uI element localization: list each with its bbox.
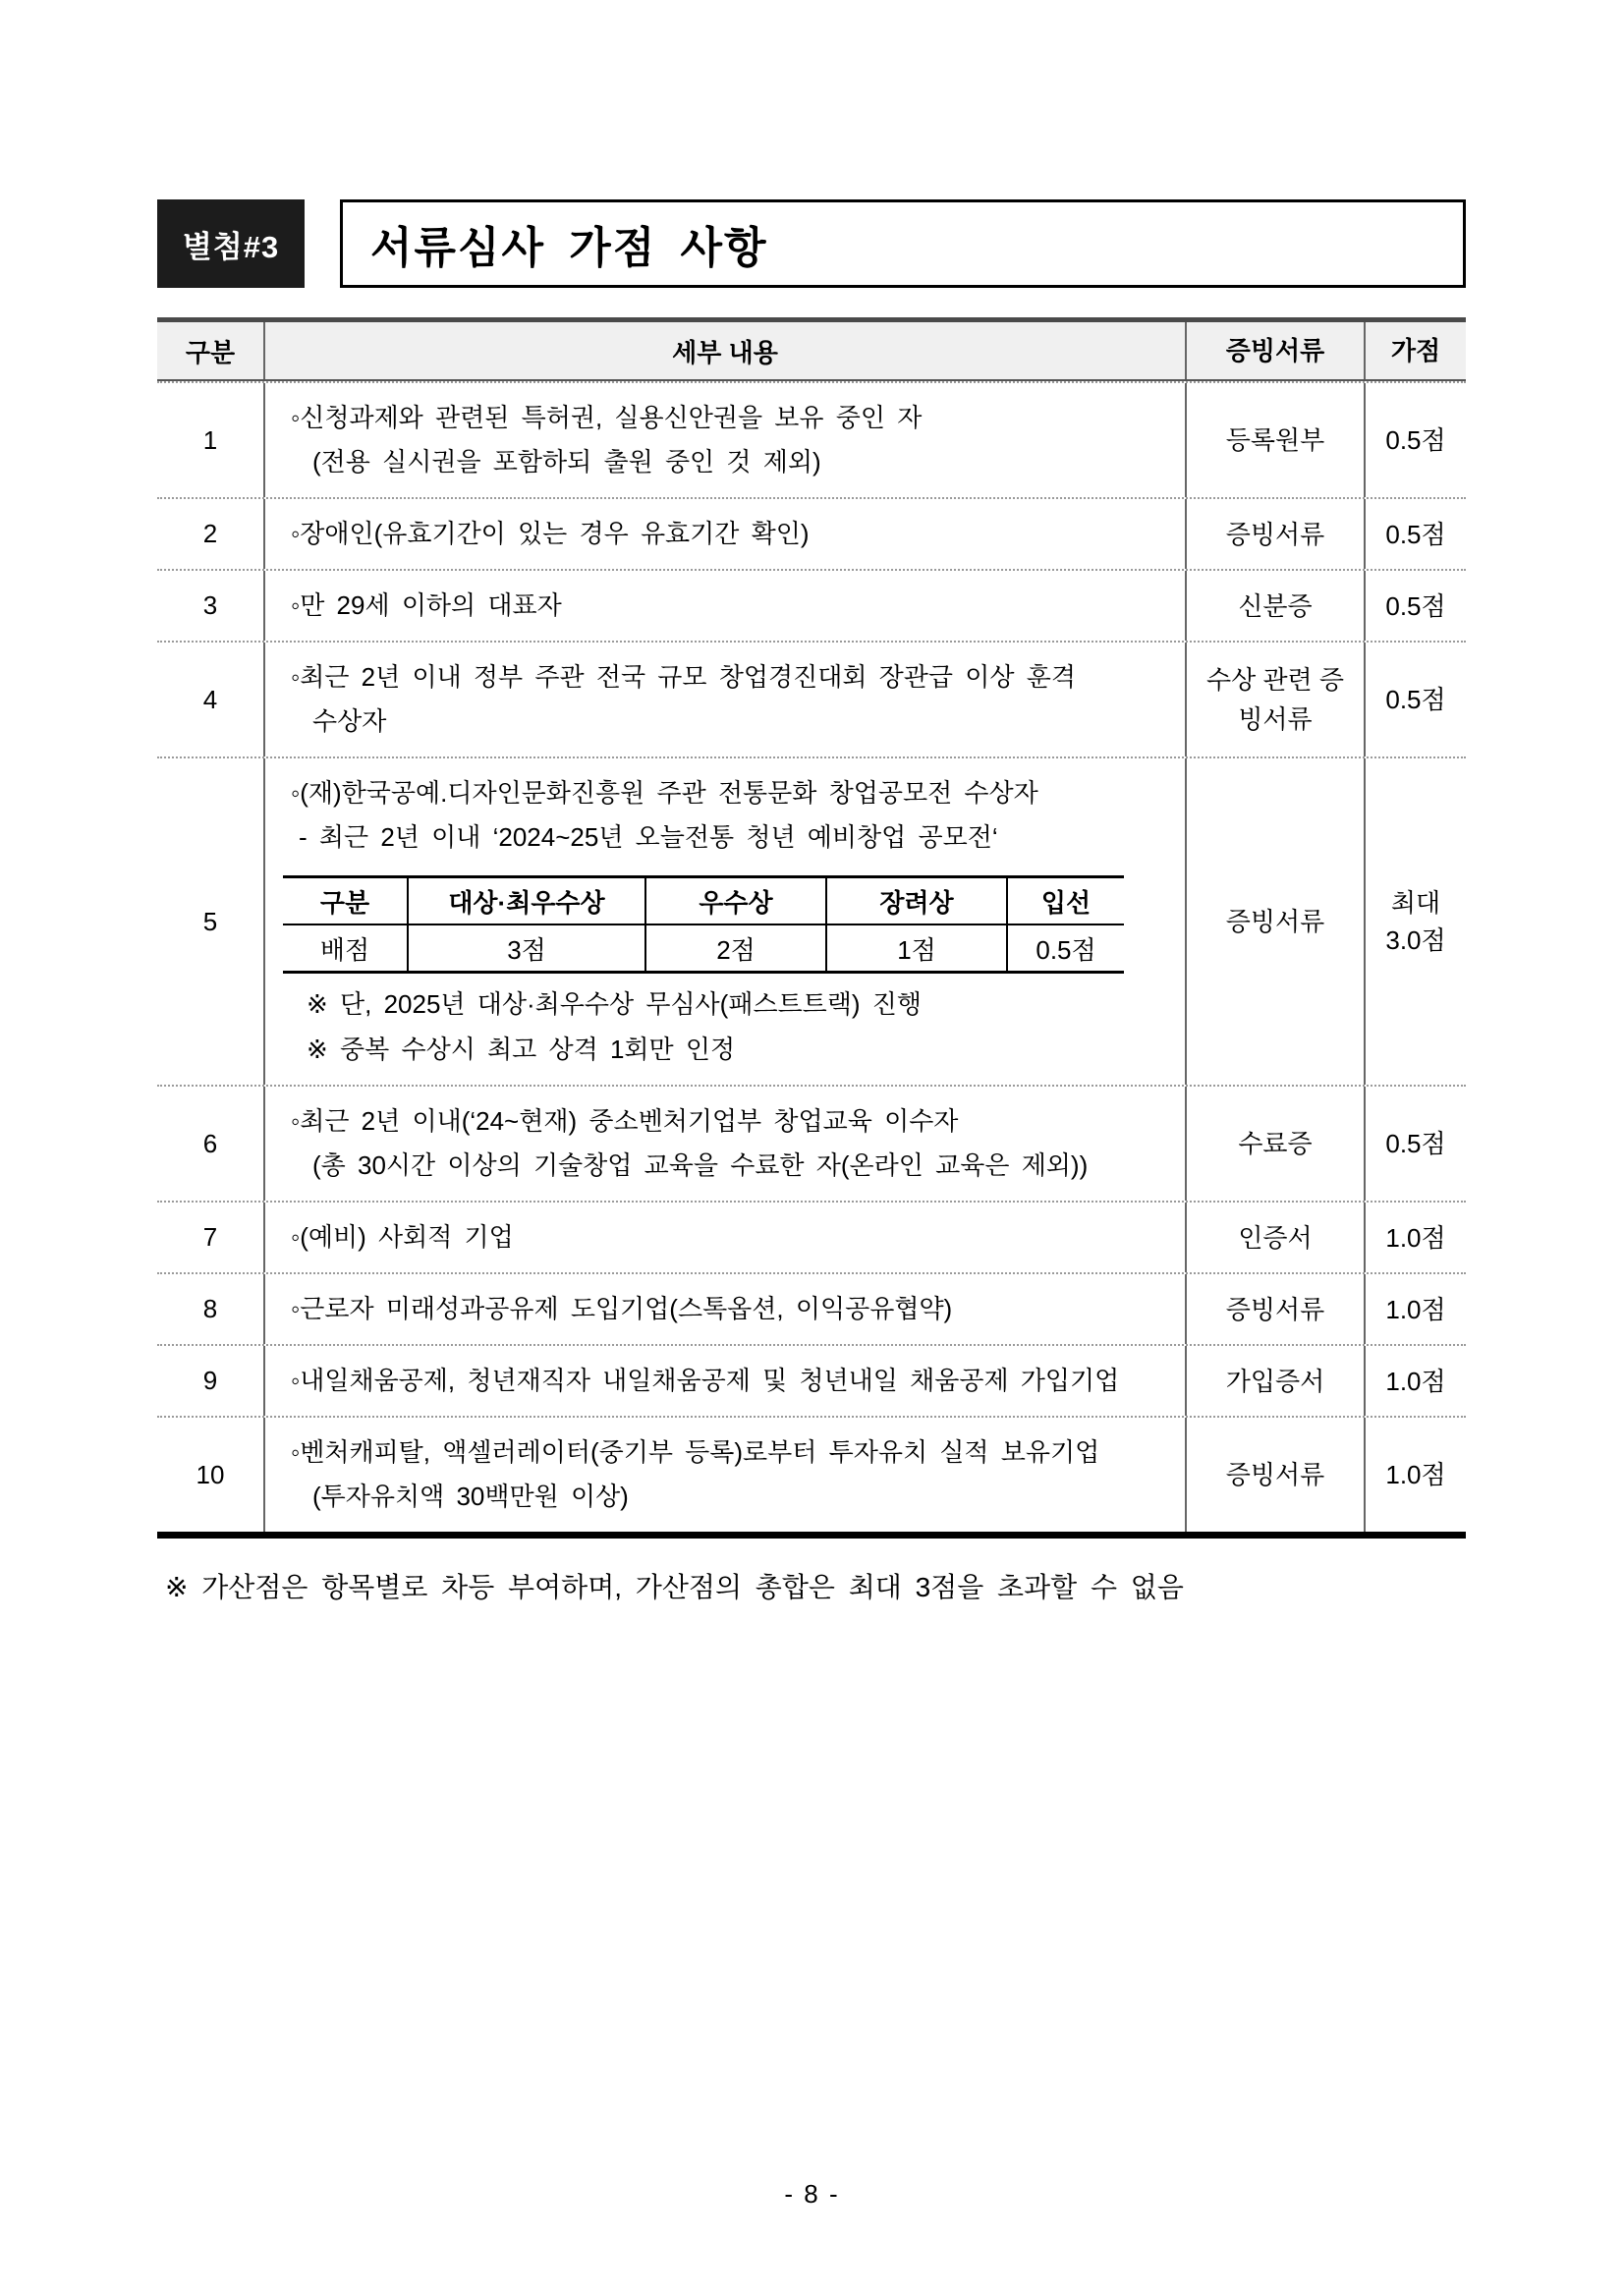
table-row bbox=[157, 1085, 1466, 1201]
row-doc: 증빙서류 bbox=[1185, 1418, 1364, 1532]
row-number: 7 bbox=[202, 1222, 218, 1252]
table-row bbox=[157, 381, 1466, 497]
detail-line: - 최근 2년 이내 ‘2024~25년 오늘전통 청년 예비창업 공모전‘ bbox=[299, 822, 998, 852]
title-box bbox=[340, 199, 1466, 288]
award-header: 대상·최우수상 bbox=[407, 878, 644, 924]
award-row-label: 배점 bbox=[319, 934, 370, 965]
detail-line: (전용 실시권을 포함하되 출원 중인 것 제외) bbox=[312, 447, 821, 476]
detail-line: 수상자 bbox=[312, 706, 387, 736]
row-doc: 증빙서류 bbox=[1185, 758, 1364, 1085]
header-detail: 세부 내용 bbox=[263, 322, 1185, 379]
row-detail bbox=[263, 1418, 1185, 1532]
row-number: 8 bbox=[202, 1294, 218, 1323]
detail-line: ◦장애인(유효기간이 있는 경우 유효기간 확인) bbox=[291, 519, 810, 548]
award-header: 입선 bbox=[1006, 878, 1124, 924]
detail-line: ◦(재)한국공예.디자인문화진흥원 주관 전통문화 창업공모전 수상자 bbox=[291, 778, 1038, 808]
award-table-header-row bbox=[283, 878, 1124, 925]
detail-line: ◦벤처캐피탈, 액셀러레이터(중기부 등록)로부터 투자유치 실적 보유기업 bbox=[291, 1437, 1100, 1467]
row-note: ※ 단, 2025년 대상·최우수상 무심사(패스트트랙) 진행 bbox=[307, 989, 923, 1019]
table-row bbox=[157, 1201, 1466, 1272]
row-number: 1 bbox=[202, 424, 218, 455]
page-number: - 8 - bbox=[784, 2179, 840, 2209]
row-doc: 수료증 bbox=[1185, 1087, 1364, 1201]
detail-line: ◦(예비) 사회적 기업 bbox=[291, 1222, 514, 1252]
award-value: 0.5점 bbox=[1006, 925, 1124, 971]
award-header: 우수상 bbox=[644, 878, 825, 924]
row-doc: 신분증 bbox=[1185, 571, 1364, 641]
row-doc: 가입증서 bbox=[1185, 1346, 1364, 1416]
detail-line: ◦최근 2년 이내(‘24~현재) 중소벤처기업부 창업교육 이수자 bbox=[291, 1106, 959, 1136]
row-detail bbox=[263, 1274, 1185, 1344]
table-row bbox=[157, 497, 1466, 569]
row-detail bbox=[263, 1087, 1185, 1201]
row-point: 최대 3.0점 bbox=[1364, 758, 1466, 1085]
detail-line: ◦신청과제와 관련된 특허권, 실용신안권을 보유 중인 자 bbox=[291, 403, 923, 432]
table-row bbox=[157, 569, 1466, 641]
detail-line: ◦최근 2년 이내 정부 주관 전국 규모 창업경진대회 장관급 이상 훈격 bbox=[291, 662, 1076, 692]
table-row bbox=[157, 1416, 1466, 1532]
table-row bbox=[157, 756, 1466, 1085]
detail-line: ◦만 29세 이하의 대표자 bbox=[291, 590, 562, 620]
detail-line: (총 30시간 이상의 기술창업 교육을 수료한 자(온라인 교육은 제외)) bbox=[312, 1150, 1089, 1180]
row-doc: 수상 관련 증빙서류 bbox=[1185, 643, 1364, 756]
page-title: 서류심사 가점 사항 bbox=[370, 224, 768, 272]
row-point: 0.5점 bbox=[1364, 1087, 1466, 1201]
row-number: 2 bbox=[202, 519, 218, 548]
row-number: 5 bbox=[202, 906, 218, 936]
row-number: 9 bbox=[202, 1366, 218, 1395]
row-number: 6 bbox=[202, 1128, 218, 1158]
row-doc: 증빙서류 bbox=[1185, 499, 1364, 569]
row-number: 3 bbox=[202, 590, 218, 620]
row-point: 1.0점 bbox=[1364, 1418, 1466, 1532]
table-row bbox=[157, 641, 1466, 756]
row-point: 0.5점 bbox=[1364, 499, 1466, 569]
award-value: 1점 bbox=[825, 925, 1006, 971]
row-detail bbox=[263, 758, 1185, 1085]
row-detail bbox=[263, 499, 1185, 569]
award-table-value-row bbox=[283, 925, 1124, 971]
row-point: 1.0점 bbox=[1364, 1346, 1466, 1416]
table-header-row bbox=[157, 322, 1466, 381]
header-no: 구분 bbox=[185, 337, 236, 367]
attachment-badge: 별첨#3 bbox=[157, 199, 305, 288]
row-detail bbox=[263, 1203, 1185, 1272]
award-header: 장려상 bbox=[825, 878, 1006, 924]
header-point: 가점 bbox=[1364, 322, 1466, 379]
row-detail bbox=[263, 383, 1185, 497]
header-doc: 증빙서류 bbox=[1185, 322, 1364, 379]
table-row bbox=[157, 1344, 1466, 1416]
document-content bbox=[157, 199, 1466, 1605]
row-detail bbox=[263, 571, 1185, 641]
bonus-points-table bbox=[157, 317, 1466, 1539]
award-value: 3점 bbox=[407, 925, 644, 971]
row-doc: 증빙서류 bbox=[1185, 1274, 1364, 1344]
table-row bbox=[157, 1272, 1466, 1344]
row-point: 0.5점 bbox=[1364, 383, 1466, 497]
detail-line: ◦내일채움공제, 청년재직자 내일채움공제 및 청년내일 채움공제 가입기업 bbox=[291, 1366, 1120, 1395]
row-point: 1.0점 bbox=[1364, 1274, 1466, 1344]
row-point: 0.5점 bbox=[1364, 643, 1466, 756]
row-doc: 등록원부 bbox=[1185, 383, 1364, 497]
award-score-table bbox=[283, 875, 1124, 974]
award-header: 구분 bbox=[319, 887, 370, 918]
row-number: 10 bbox=[196, 1459, 225, 1489]
document-header bbox=[157, 199, 1466, 288]
row-point: 0.5점 bbox=[1364, 571, 1466, 641]
row-detail bbox=[263, 1346, 1185, 1416]
footnote: ※ 가산점은 항목별로 차등 부여하며, 가산점의 총합은 최대 3점을 초과할 수 없음 bbox=[165, 1572, 1184, 1602]
row-doc: 인증서 bbox=[1185, 1203, 1364, 1272]
row-number: 4 bbox=[202, 684, 218, 714]
detail-line: (투자유치액 30백만원 이상) bbox=[312, 1482, 629, 1511]
award-value: 2점 bbox=[644, 925, 825, 971]
detail-line: ◦근로자 미래성과공유제 도입기업(스톡옵션, 이익공유협약) bbox=[291, 1294, 953, 1323]
row-point: 1.0점 bbox=[1364, 1203, 1466, 1272]
row-note: ※ 중복 수상시 최고 상격 1회만 인정 bbox=[307, 1035, 736, 1064]
row-detail bbox=[263, 643, 1185, 756]
